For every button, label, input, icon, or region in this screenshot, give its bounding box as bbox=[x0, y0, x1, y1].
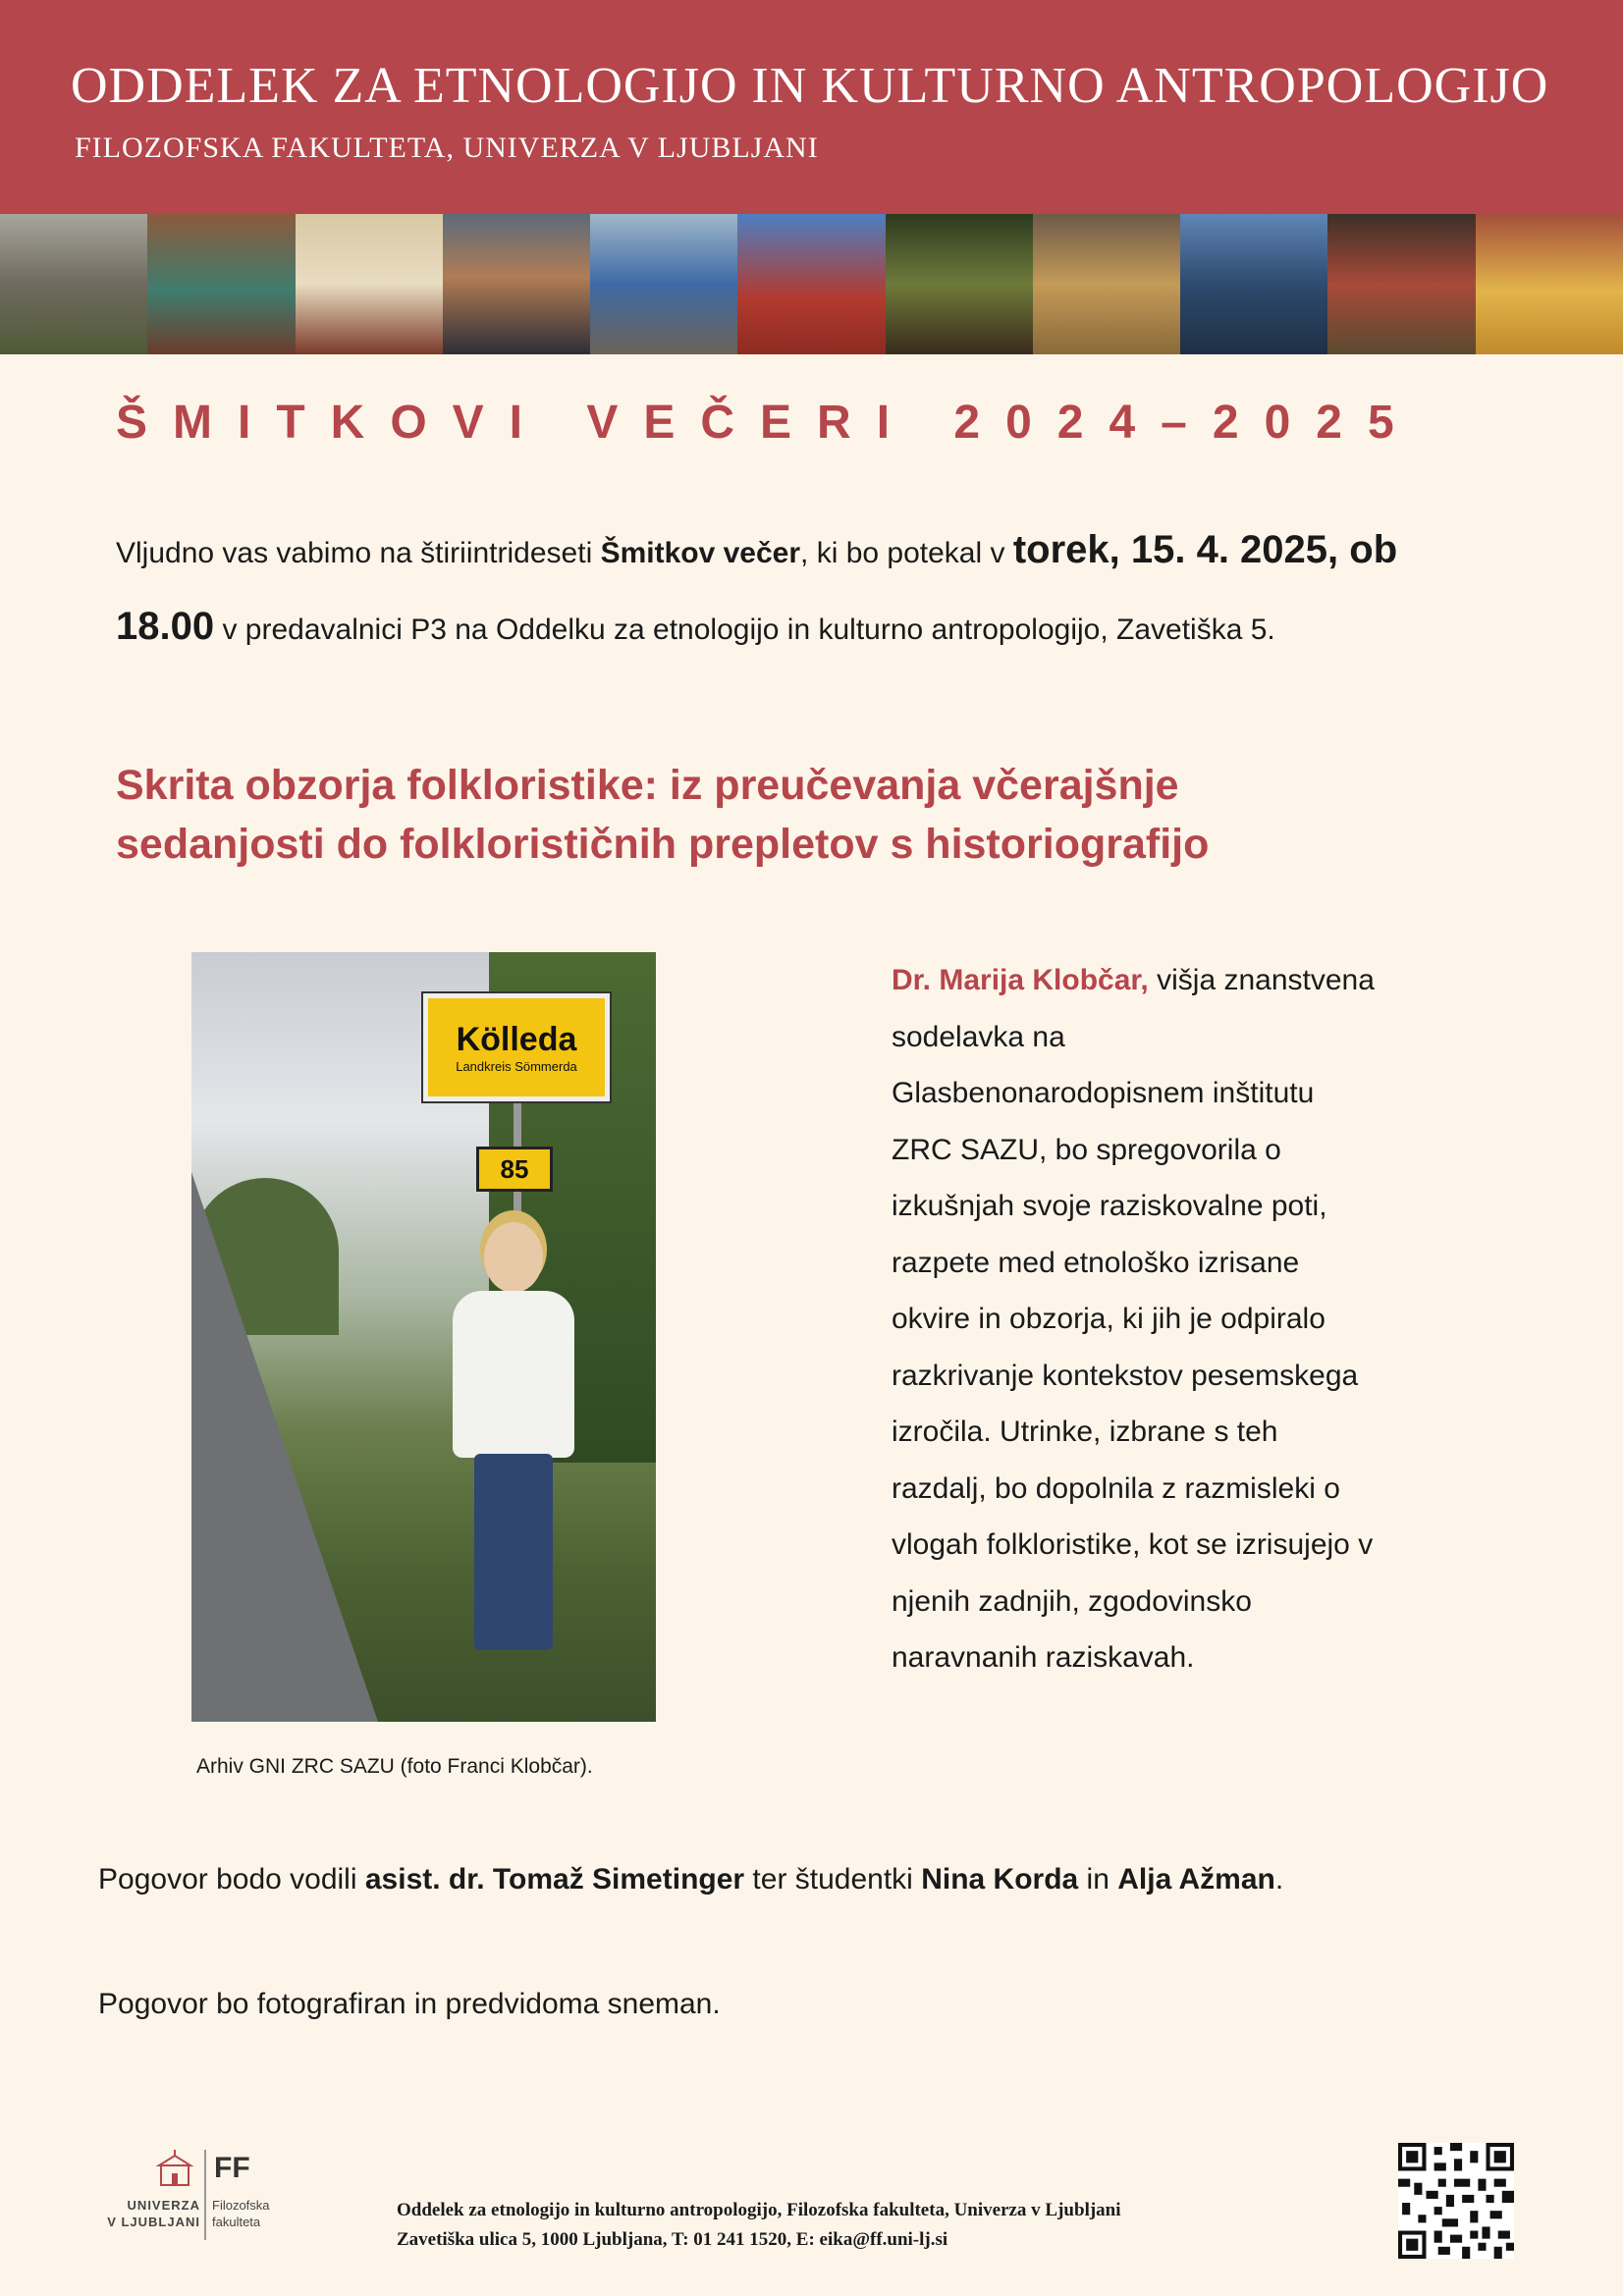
town-sign-district: Landkreis Sömmerda bbox=[456, 1059, 577, 1074]
speaker-legs bbox=[474, 1454, 553, 1650]
recording-note: Pogovor bo fotografiran in predvidoma sneman. bbox=[98, 1988, 721, 2020]
invitation-text: Vljudno vas vabimo na štiriintrideseti bbox=[116, 537, 601, 569]
event-date: torek, 15. 4. 2025, ob bbox=[1012, 528, 1398, 571]
moderators-text: . bbox=[1274, 1863, 1284, 1896]
qr-code-icon[interactable] bbox=[1398, 2143, 1514, 2259]
speaker-figure bbox=[445, 1222, 582, 1664]
bio-line: izročila. Utrinke, izbrane s teh bbox=[892, 1415, 1278, 1448]
moderators-text: ter študentki bbox=[744, 1863, 922, 1896]
invitation-text: , ki bo potekal v bbox=[800, 537, 1013, 569]
strip-photo-roof bbox=[737, 214, 885, 354]
university-name bbox=[98, 2197, 200, 2230]
ff-mark: FF bbox=[214, 2152, 250, 2184]
bio-line bbox=[892, 952, 1441, 1009]
lecture-title-line: Skrita obzorja folkloristike: iz preučevanja včerajšnje bbox=[116, 762, 1179, 809]
strip-photo-market bbox=[147, 214, 295, 354]
bio-line: vlogah folkloristike, kot se izrisujejo v bbox=[892, 1528, 1374, 1561]
lecture-title bbox=[116, 756, 1510, 874]
strip-photo-mask bbox=[886, 214, 1033, 354]
bio-line: naravnanih raziskavah. bbox=[892, 1641, 1195, 1674]
lecture-title-line: sedanjosti do folklorističnih prepletov s historiografijo bbox=[116, 821, 1210, 868]
student-name: Alja Ažman bbox=[1117, 1863, 1275, 1896]
logo-divider bbox=[204, 2150, 206, 2240]
strip-photo-house bbox=[0, 214, 147, 354]
photo-caption: Arhiv GNI ZRC SAZU (foto Franci Klobčar). bbox=[196, 1755, 593, 1778]
university-name-line: UNIVERZA bbox=[127, 2198, 200, 2213]
invitation-line-1 bbox=[116, 528, 1549, 572]
faculty-name bbox=[212, 2197, 270, 2230]
town-sign bbox=[423, 993, 610, 1101]
moderator-name: asist. dr. Tomaž Simetinger bbox=[364, 1863, 745, 1896]
university-name-line: V LJUBLJANI bbox=[107, 2215, 200, 2229]
event-name: Šmitkov večer bbox=[600, 537, 801, 569]
town-sign-city: Kölleda bbox=[456, 1021, 577, 1058]
university-logo bbox=[98, 2150, 280, 2248]
photo-strip bbox=[0, 214, 1623, 354]
speaker-bio bbox=[892, 952, 1441, 1686]
moderators-text: in bbox=[1078, 1863, 1118, 1896]
speaker-photo bbox=[191, 952, 656, 1722]
bio-line: razpete med etnološko izrisane bbox=[892, 1246, 1300, 1279]
footer-contact bbox=[397, 2196, 1121, 2255]
university-building-icon bbox=[155, 2150, 194, 2189]
moderators-line bbox=[98, 1863, 1283, 1896]
bio-line: njenih zadnjih, zgodovinsko bbox=[892, 1584, 1252, 1618]
strip-photo-crowd bbox=[590, 214, 737, 354]
road-number-sign: 85 bbox=[476, 1147, 553, 1192]
bio-line: izkušnjah svoje raziskovalne poti, bbox=[892, 1190, 1327, 1222]
strip-photo-skyscraper bbox=[1180, 214, 1327, 354]
strip-photo-food bbox=[296, 214, 443, 354]
series-title: ŠMITKOVI VEČERI 2024–2025 bbox=[116, 397, 1420, 449]
moderators-text: Pogovor bodo vodili bbox=[98, 1863, 365, 1896]
speaker-head bbox=[484, 1222, 543, 1293]
department-title: ODDELEK ZA ETNOLOGIJO IN KULTURNO ANTROPOLOGIJO bbox=[71, 58, 1549, 114]
bio-line: sodelavka na bbox=[892, 1020, 1065, 1053]
bio-line: Glasbenonarodopisnem inštitutu bbox=[892, 1077, 1315, 1109]
bio-line: ZRC SAZU, bo spregovorila o bbox=[892, 1133, 1281, 1166]
strip-photo-cheese bbox=[1476, 214, 1623, 354]
faculty-subtitle: FILOZOFSKA FAKULTETA, UNIVERZA V LJUBLJANI bbox=[75, 132, 819, 164]
strip-photo-bazaar bbox=[1327, 214, 1475, 354]
invitation-line-2 bbox=[116, 605, 1549, 649]
faculty-name-line: fakulteta bbox=[212, 2215, 261, 2229]
event-location: v predavalnici P3 na Oddelku za etnologijo in kulturno antropologijo, Zavetiška 5. bbox=[214, 614, 1275, 646]
bio-line: okvire in obzorja, ki jih je odpiralo bbox=[892, 1303, 1325, 1335]
bio-text: višja znanstvena bbox=[1148, 964, 1375, 996]
footer-line: Zavetiška ulica 5, 1000 Ljubljana, T: 01 241 1520, E: eika@ff.uni-lj.si bbox=[397, 2229, 948, 2250]
bio-line: razdalj, bo dopolnila z razmisleki o bbox=[892, 1471, 1340, 1505]
photo-road bbox=[191, 1172, 378, 1722]
speaker-name: Dr. Marija Klobčar, bbox=[892, 964, 1149, 996]
speaker-coat bbox=[453, 1291, 574, 1458]
student-name: Nina Korda bbox=[921, 1863, 1079, 1896]
event-time: 18.00 bbox=[116, 605, 215, 648]
faculty-name-line: Filozofska bbox=[212, 2198, 270, 2213]
strip-photo-market-stalls bbox=[1033, 214, 1180, 354]
header-banner bbox=[0, 0, 1623, 214]
strip-photo-dance bbox=[443, 214, 590, 354]
bio-line: razkrivanje kontekstov pesemskega bbox=[892, 1359, 1359, 1392]
footer-line: Oddelek za etnologijo in kulturno antropologijo, Filozofska fakulteta, Univerza v Ljubljani bbox=[397, 2200, 1121, 2220]
